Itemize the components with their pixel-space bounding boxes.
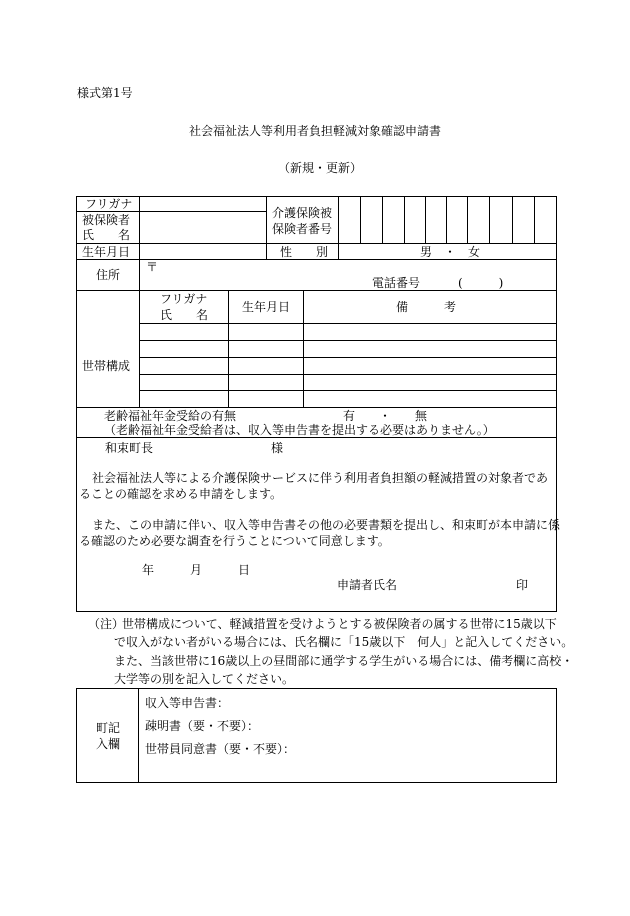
gender-options: 男 ・ 女	[420, 245, 481, 259]
office-label-2: 入欄	[96, 737, 121, 751]
postal-mark: 〒	[146, 260, 159, 274]
address-label: 住所	[96, 268, 121, 282]
page-title: 社会福祉法人等利用者負担軽減対象確認申請書	[189, 124, 442, 138]
phone-paren: ( )	[458, 276, 504, 290]
phone-label: 電話番号	[372, 276, 421, 290]
declaration-para1-line1: 社会福祉法人等による介護保険サービスに伴う利用者負担額の軽減措置の対象者であ	[92, 471, 549, 485]
household-col-name: 氏 名	[160, 308, 209, 322]
notes-line-3: また、当該世帯に16歳以上の昼間部に通学する学生がいる場合には、備考欄に高校・	[114, 654, 574, 668]
pension-options: 有 ・ 無	[343, 409, 428, 423]
household-col-furigana: フリガナ	[160, 292, 208, 306]
applicant-name-label: 申請者氏名	[337, 578, 398, 592]
form-number: 様式第1号	[77, 86, 133, 100]
addressee: 和束町長	[105, 441, 154, 455]
declaration-para2-line2: る確認のため必要な調査を行うことについて同意します。	[79, 534, 390, 548]
seal-mark: 印	[516, 578, 529, 592]
household-col-birth: 生年月日	[242, 300, 291, 314]
furigana-label: フリガナ	[85, 197, 133, 211]
household-label: 世帯構成	[82, 359, 131, 373]
office-item-income: 収入等申告書：	[145, 696, 230, 710]
honorific: 様	[271, 441, 284, 455]
pension-label: 老齢福祉年金受給の有無	[104, 409, 237, 423]
office-item-consent: 世帯員同意書（要・不要）：	[145, 742, 296, 756]
insured-name-label: 氏 名	[82, 228, 131, 242]
declaration-para2-line1: また、この申請に伴い、収入等申告書その他の必要書類を提出し、和束町が本申請に係	[92, 518, 561, 532]
birth-label: 生年月日	[82, 245, 131, 259]
household-col-remarks: 備 考	[396, 300, 457, 314]
office-label-1: 町記	[96, 721, 121, 735]
office-item-explanation: 疎明書（要・不要）：	[145, 719, 260, 733]
gender-label: 性 別	[280, 245, 329, 259]
declaration-para1-line2: ることの確認を求める申請をします。	[79, 487, 283, 501]
notes-line-4: 大学等の別を記入してください。	[114, 672, 295, 686]
care-number-label: 介護保険被	[272, 206, 333, 220]
pension-note: （老齢福祉年金受給者は、収入等申告書を提出する必要はありません。）	[104, 423, 495, 437]
notes-prefix: （注）	[88, 617, 125, 631]
page-subtitle: （新規・更新）	[278, 161, 363, 175]
insured-label: 被保険者	[82, 213, 131, 227]
date-line: 年 月 日	[142, 563, 251, 577]
notes-line-2: で収入がない者がいる場合には、氏名欄に「15歳以下 何人」と記入してください。	[114, 635, 574, 649]
notes-line-1: 世帯構成について、軽減措置を受けようとする被保険者の属する世帯に15歳以下	[122, 617, 557, 631]
care-number-label-2: 保険者番号	[272, 222, 333, 236]
